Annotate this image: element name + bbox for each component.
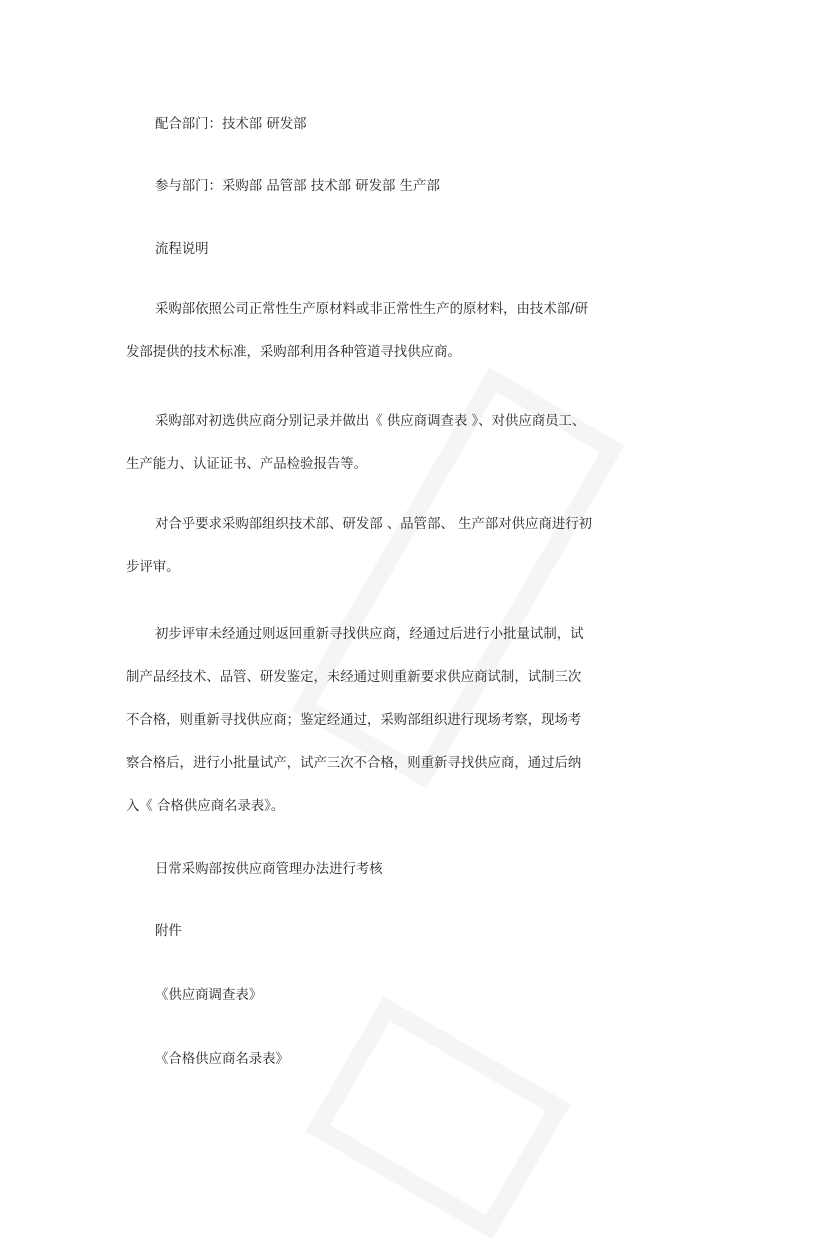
paragraph-supplier-search: 采购部依照公司正常性生产原材料或非正常性生产的原材料，由技术部/研发部提供的技术标准，采购部利用各种管道寻找供应商。 — [126, 302, 589, 360]
cooperating-departments: 配合部门：技术部 研发部 — [155, 117, 307, 132]
participating-departments: 参与部门：采购部 品管部 技术部 研发部 生产部 — [155, 179, 440, 194]
watermark — [305, 996, 570, 1239]
section-heading-process: 流程说明 — [155, 242, 209, 257]
paragraph-initial-review: 对合乎要求采购部组织技术部、研发部 、品管部、 生产部对供应商进行初步评审。 — [126, 517, 593, 575]
attachments-heading: 附件 — [155, 924, 182, 939]
attachment-supplier-survey: 《供应商调查表》 — [155, 988, 263, 1003]
paragraph-daily-assessment: 日常采购部按供应商管理办法进行考核 — [155, 862, 383, 877]
paragraph-supplier-survey: 采购部对初选供应商分别记录并做出《 供应商调查表 》、对供应商员工、生产能力、认证证书、产品检验报告等。 — [126, 414, 586, 472]
paragraph-trial-process: 初步评审未经通过则返回重新寻找供应商，经通过后进行小批量试制，试制产品经技术、品管、研发鉴定，未经通过则重新要求供应商试制，试制三次不合格，则重新寻找供应商；鉴定经通过，采购部组织进行现场考察，现场考察合格后，进行小批量试产，试产三次不合格，则重新寻找供应商，通过后纳入《 合格供应商名录表》。 — [126, 627, 584, 814]
attachment-qualified-supplier-list: 《合格供应商名录表》 — [155, 1052, 289, 1067]
